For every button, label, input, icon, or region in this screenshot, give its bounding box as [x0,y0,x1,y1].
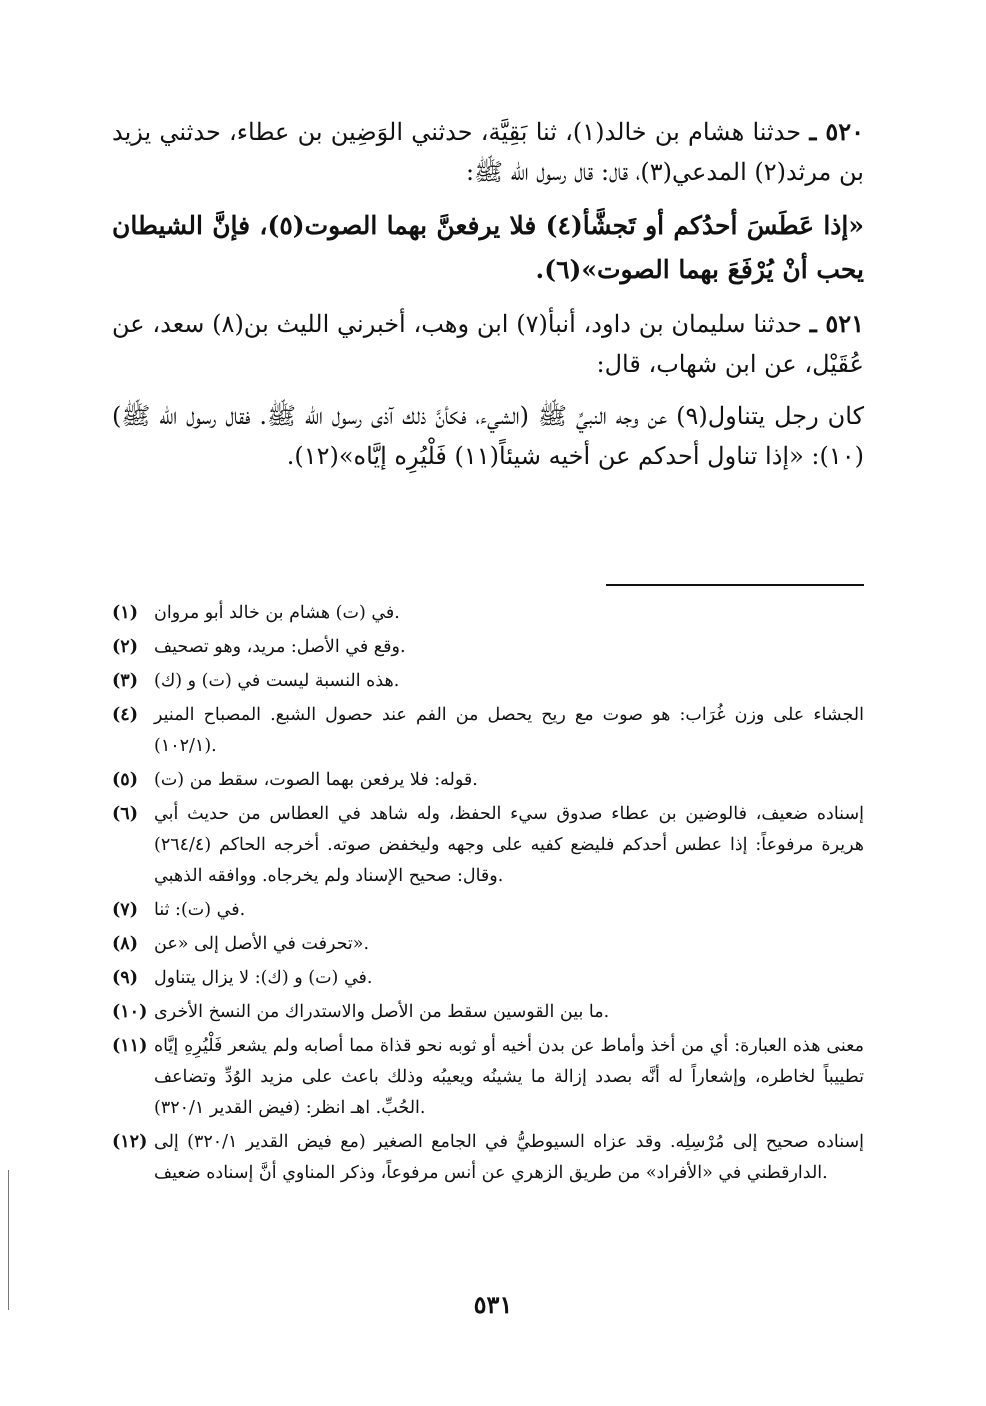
footnote-number: (٨) [112,934,138,954]
footnote-number: (١٢) [112,1132,148,1152]
footnote [112,1031,864,1124]
paragraph-text: حدثنا هشام بن خالد(١)، ثنا بَقِيَّة، حدثني الوَضِين بن عطاء، حدثني يزيد بن مرثد(٢) المدعي(٣)، قال: قال رسول الله ﷺ: [112,118,864,186]
footnote [112,700,864,762]
hadith-number: ٥٢٠ ـ [809,117,865,146]
footnote-text: إسناده ضعيف، فالوضين بن عطاء صدوق سيء الحفظ، وله شاهد في العطاس من حديث أبي هريرة مرفوعاً: إذا عطس أحدكم فليضع كفيه على وجهه وليخفض صوته. أخرجه الحاكم (٢٦٤/٤) وقال: صحيح الإسناد ولم يخرجاه. ووافقه الذهبي. [154,804,864,886]
scan-margin-line [8,1170,9,1310]
footnote-text: في (ت): ثنا. [154,900,246,920]
paragraph-text: كان رجل يتناول(٩) عن وجه النبيِّ ﷺ (الشيء، فكأنَّ ذلك آذى رسول الله ﷺ. فقال رسول الله ﷺ)(١٠): «إذا تناول أحدكم عن أخيه شيئاً(١١) فَلْيُرِه إيَّاه»(١٢). [112,402,865,470]
footnote-number: (٩) [112,968,138,988]
footnote-number: (٥) [112,770,138,790]
footnote-number: (٧) [112,900,138,920]
footnote-text: إسناده صحيح إلى مُرْسِلِه. وقد عزاه السيوطيُّ في الجامع الصغير (مع فيض القدير ٣٢٠/١) إلى الدارقطني في «الأفراد» من طريق الزهري عن أنس مرفوعاً، وذكر المناوي أنَّ إسناده ضعيف. [154,1132,865,1183]
footnote-text: قوله: فلا يرفعن بهما الصوت، سقط من (ت). [154,770,478,790]
footnote-text: وقع في الأصل: مريد، وهو تصحيف. [154,637,406,657]
footnote [112,632,864,663]
footnote-text: في (ت) و (ك): لا يزال يتناول. [154,968,373,988]
footnote-text: معنى هذه العبارة: أي من أخذ وأماط عن بدن أخيه أو ثوبه نحو قذاة مما أصابه ولم يشعر فَلْيُرِهِ إيَّاه تطييباً لخاطره، وإشعاراً له أنَّه بصدد إزالة ما يشينُه ويعيبُه وذلك باعث على مزيد الوُدِّ وتضاعف الحُبِّ. اهـ انظر: (فيض القدير ٣٢٠/١). [154,1036,864,1118]
paragraph-521-isnad [112,304,864,384]
footnote-text: هذه النسبة ليست في (ت) و (ك). [154,671,400,691]
footnotes [112,598,864,1192]
footnote [112,799,864,892]
paragraph-text: «إذا عَطَسَ أحدُكم أو تَجشَّأ(٤) فلا يرفعنَّ بهما الصوت(٥)، فإنَّ الشيطان يحب أنْ يُرْفَعَ بهما الصوت»(٦). [112,211,864,284]
paragraph-520-matn [112,204,864,292]
footnote-text: الجشاء على وزن غُرَاب: هو صوت مع ريح يحصل من الفم عند حصول الشبع. المصباح المنير (١٠٢/١). [154,705,864,756]
footnote-number: (١٠) [112,1002,148,1022]
footnote [112,929,864,960]
footnote-text: في (ت) هشام بن خالد أبو مروان. [154,603,400,623]
footnote [112,997,864,1028]
footnote-number: (١) [112,603,138,623]
footnote [112,666,864,697]
footnote-number: (٣) [112,671,138,691]
footnote [112,1127,864,1189]
footnote [112,963,864,994]
page-number: ٥٣١ [473,1290,513,1319]
paragraph-520-isnad [112,112,864,192]
footnote-number: (٢) [112,637,138,657]
footnote-text: تحرفت في الأصل إلى «عن». [154,934,370,954]
footnote-number: (١١) [112,1036,148,1056]
footnote [112,765,864,796]
paragraph-text: حدثنا سليمان بن داود، أنبأ(٧) ابن وهب، أخبرني الليث بن(٨) سعد، عن عُقَيْل، عن ابن شهاب، قال: [112,310,864,378]
footnote-text: ما بين القوسين سقط من الأصل والاستدراك من النسخ الأخرى. [154,1002,610,1022]
footnote [112,598,864,629]
footnote-separator [606,584,864,586]
footnote-number: (٤) [112,705,138,725]
footnote-number: (٦) [112,804,138,824]
hadith-number: ٥٢١ ـ [809,309,864,338]
paragraph-521-matn [112,396,864,476]
footnote [112,895,864,926]
main-text [112,112,864,488]
